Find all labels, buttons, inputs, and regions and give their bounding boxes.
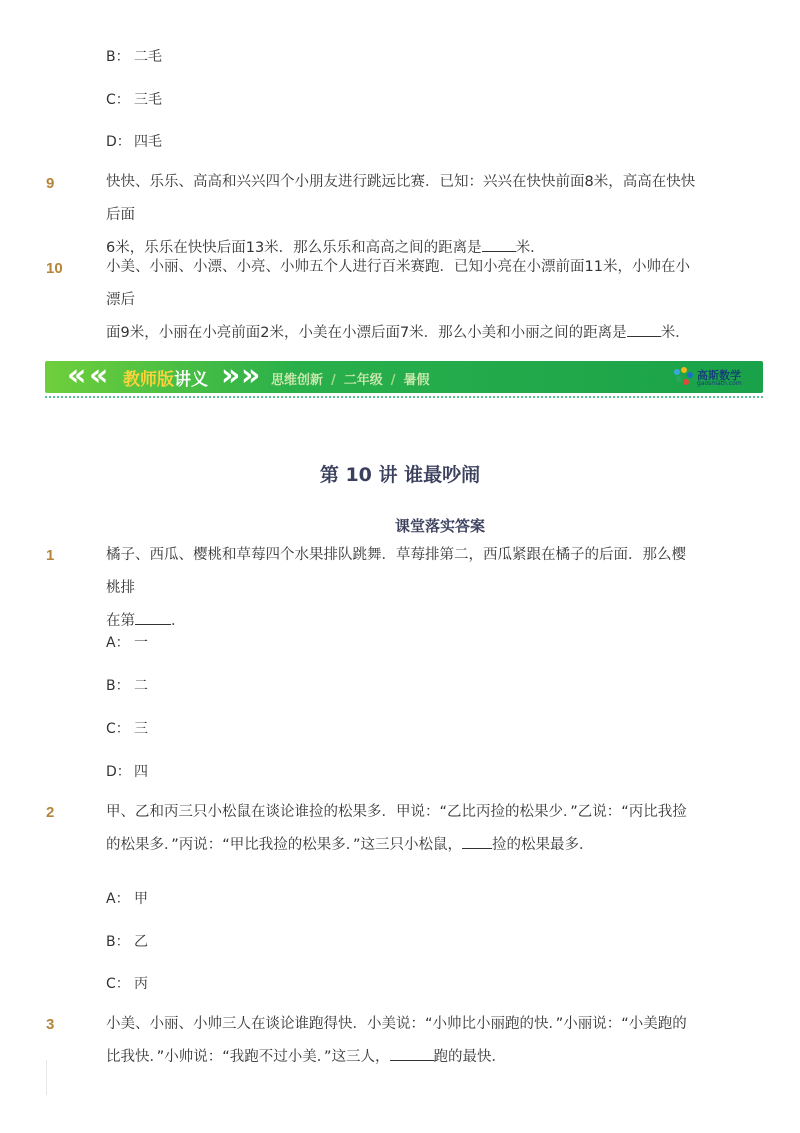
question-10-text: [106, 251, 696, 350]
question-2-text: [106, 796, 696, 862]
dotted-divider: [45, 396, 763, 398]
question-line-start: 在第: [106, 613, 135, 629]
answer-blank: [482, 237, 516, 252]
question-line: [106, 605, 696, 638]
banner-title: [123, 365, 208, 390]
question-line: [106, 317, 696, 350]
banner-term: 暑假: [403, 373, 430, 388]
option-text: 四: [134, 764, 148, 780]
question-line-end: 米．: [515, 240, 545, 256]
brand-logo: [671, 366, 743, 388]
question-1-text: [106, 539, 696, 638]
question-number: 2: [46, 804, 55, 821]
question-line: [106, 829, 696, 862]
option-text: 二: [134, 678, 148, 694]
question-line-start: 的松果多．”丙说：“甲比我捡的松果多．”这三只小松鼠，: [106, 837, 463, 853]
question-line-end: 跑的最快．: [433, 1049, 507, 1065]
option-text: 乙: [134, 934, 148, 950]
option-label: D：: [106, 764, 131, 780]
answer-blank: [135, 610, 171, 625]
option-label: D：: [106, 134, 131, 150]
question-line-start: 6米，乐乐在快快后面13米．那么乐乐和高高之间的距离是: [106, 240, 482, 256]
question-line-start: 比我快．”小帅说：“我跑不过小美．”这三人，: [106, 1049, 390, 1065]
banner-separator: /: [390, 373, 396, 388]
question-3-text: [106, 1008, 696, 1074]
question-line: 甲、乙和丙三只小松鼠在谈论谁捡的松果多．甲说：“乙比丙捡的松果少．”乙说：“丙比我捡: [106, 804, 687, 820]
logo-icon: [671, 366, 695, 388]
option-label: C：: [106, 721, 130, 737]
option-label: A：: [106, 891, 130, 907]
question-line: 小美、小丽、小帅三人在谈论谁跑得快．小美说：“小帅比小丽跑的快．”小丽说：“小美跑的: [106, 1016, 687, 1032]
question-line-start: 面9米，小丽在小亮前面2米，小美在小漂后面7米．那么小美和小丽之间的距离是: [106, 325, 627, 341]
question-line: [106, 1041, 696, 1074]
banner-subtitle: [271, 369, 430, 388]
section-title: 课堂落实答案: [394, 517, 485, 535]
chevron-right-icon: »: [241, 361, 261, 393]
option-a: [106, 888, 148, 908]
option-label: C：: [106, 92, 130, 108]
question-line: 小美、小丽、小漂、小亮、小帅五个人进行百米赛跑．已知小亮在小漂前面11米，小帅在小漂后: [106, 259, 690, 308]
question-line-end: 捡的松果最多．: [492, 837, 594, 853]
option-label: A：: [106, 635, 130, 651]
option-a: [106, 632, 148, 652]
banner-subject: 思维创新: [271, 373, 324, 388]
option-text: 一: [134, 635, 148, 651]
option-text: 三: [134, 721, 148, 737]
option-label: B：: [106, 678, 130, 694]
option-text: 三毛: [134, 92, 162, 108]
option-text: 甲: [134, 891, 148, 907]
banner-title-accent: 讲义: [174, 370, 208, 390]
banner-grade: 二年级: [343, 373, 383, 388]
chevron-right-icon: »: [221, 361, 241, 393]
question-line-end: ．: [171, 613, 186, 629]
chevron-left-icon: «: [89, 361, 109, 393]
option-c: [106, 89, 162, 109]
option-label: B：: [106, 934, 130, 950]
question-line-end: 米．: [660, 325, 690, 341]
option-c: [106, 718, 148, 738]
margin-rule: [46, 1060, 47, 1095]
question-line: 快快、乐乐、高高和兴兴四个小朋友进行跳远比赛．已知：兴兴在快快前面8米，高高在快快后面: [106, 174, 696, 223]
question-line: 橘子、西瓜、樱桃和草莓四个水果排队跳舞．草莓排第二，西瓜紧跟在橘子的后面．那么樱桃排: [106, 547, 686, 596]
option-d: [106, 131, 162, 151]
question-number: 3: [46, 1016, 55, 1033]
question-number: 10: [46, 260, 63, 277]
question-number: 9: [46, 175, 55, 192]
question-number: 1: [46, 547, 55, 564]
answer-blank: [627, 322, 661, 337]
banner-title-main: 教师版: [123, 370, 174, 390]
logo-subtext: gaosmath.com: [697, 380, 742, 387]
option-label: C：: [106, 976, 130, 992]
lecture-title: 第 10 讲 谁最吵闹: [319, 464, 481, 486]
option-text: 二毛: [134, 49, 162, 65]
option-b: [106, 46, 162, 66]
header-banner: [45, 361, 763, 393]
chevron-left-icon: «: [67, 361, 87, 393]
option-c: [106, 973, 148, 993]
option-text: 丙: [134, 976, 148, 992]
banner-separator: /: [331, 373, 336, 388]
logo-text: 高斯数学: [697, 369, 741, 382]
answer-blank: [462, 834, 492, 849]
option-text: 四毛: [134, 134, 162, 150]
option-d: [106, 761, 148, 781]
option-b: [106, 931, 148, 951]
answer-blank: [390, 1046, 434, 1061]
option-b: [106, 675, 148, 695]
option-label: B：: [106, 49, 130, 65]
